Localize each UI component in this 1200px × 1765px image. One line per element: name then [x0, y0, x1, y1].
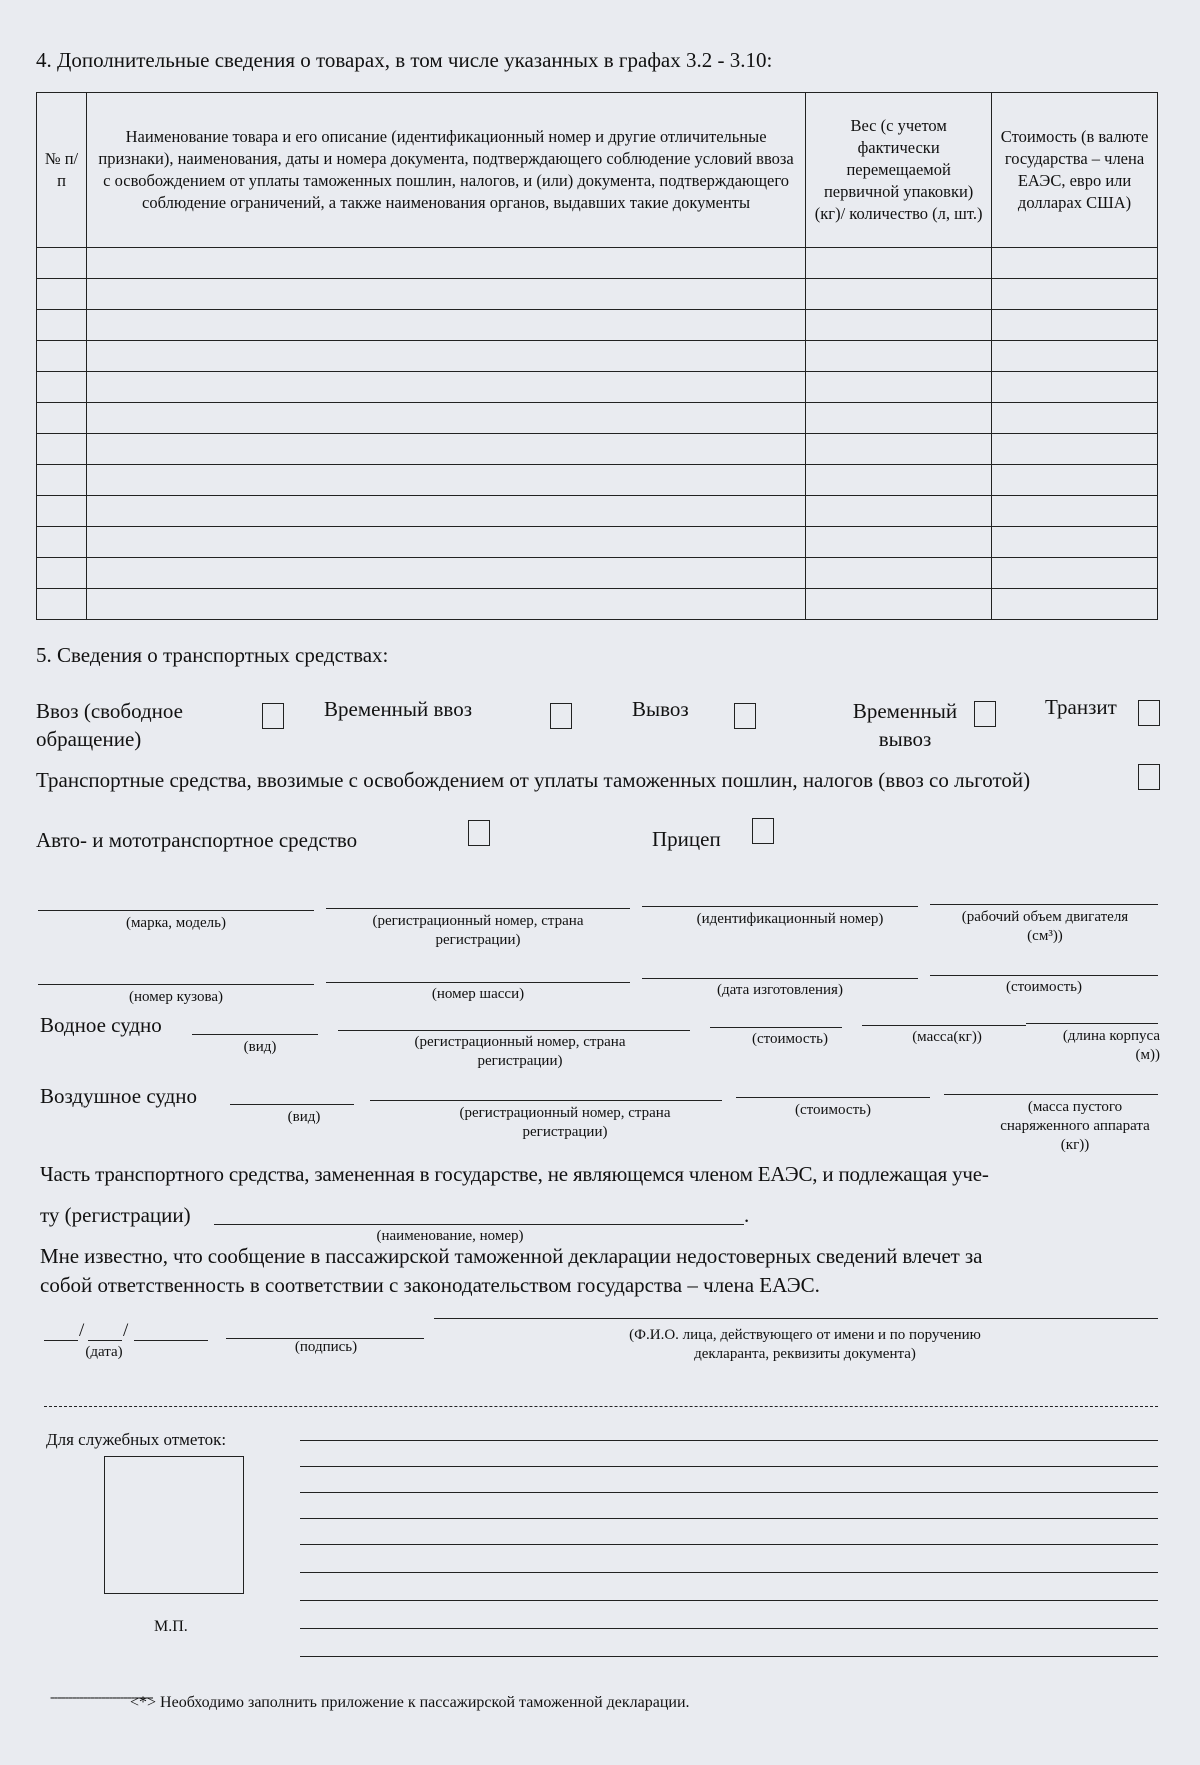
replaced-part-text-1: Часть транспортного средства, замененная в государстве, не являющемся членом ЕАЭС, и подлежащая уче- — [40, 1162, 989, 1186]
air-type-caption: (вид) — [287, 1109, 321, 1125]
trailer-label: Прицеп — [652, 827, 721, 851]
auto-cost-caption: (стоимость) — [1006, 979, 1082, 995]
water-mass-field[interactable] — [862, 1025, 1026, 1026]
trailer-checkbox[interactable] — [752, 818, 774, 844]
reg-number-field[interactable] — [326, 908, 630, 909]
option-export-label: Вывоз — [632, 697, 689, 721]
cell-number[interactable] — [37, 279, 87, 310]
air-reg-caption: (регистрационный номер, страна регистрации) — [459, 1105, 671, 1140]
option-import-free-checkbox[interactable] — [262, 703, 284, 729]
section4-title: 4. Дополнительные сведения о товарах, в том числе указанных в графах 3.2 - 3.10: — [36, 48, 773, 72]
table-row — [37, 372, 1158, 403]
cell-weight[interactable] — [806, 310, 992, 341]
col-weight-header: Вес (с учетом фактически перемещаемой первичной упаковки) (кг)/ количество (л, шт.) — [806, 93, 992, 248]
cell-number[interactable] — [37, 496, 87, 527]
cell-number[interactable] — [37, 527, 87, 558]
water-length-field[interactable] — [1026, 1023, 1158, 1024]
date-caption: (дата) — [85, 1344, 123, 1360]
date-slash-1: / — [79, 1320, 85, 1341]
water-vessel-label: Водное судно — [40, 1013, 162, 1037]
cell-number[interactable] — [37, 589, 87, 620]
service-mark-line[interactable] — [300, 1466, 1158, 1467]
cell-description[interactable] — [86, 434, 805, 465]
vin-field[interactable] — [642, 906, 918, 907]
air-cost-field[interactable] — [736, 1097, 930, 1098]
cell-number[interactable] — [37, 248, 87, 279]
service-mark-line[interactable] — [300, 1440, 1158, 1441]
cell-description[interactable] — [86, 310, 805, 341]
engine-volume-field[interactable] — [930, 904, 1158, 905]
cell-description[interactable] — [86, 279, 805, 310]
option-export-checkbox[interactable] — [734, 703, 756, 729]
option-transit-label: Транзит — [1045, 695, 1117, 719]
cell-cost[interactable] — [992, 310, 1158, 341]
service-mark-line[interactable] — [300, 1518, 1158, 1519]
table-row — [37, 341, 1158, 372]
table-row — [37, 589, 1158, 620]
exempt-label: Транспортные средства, ввозимые с освобождением от уплаты таможенных пошлин, налогов (ввоз со льготой) — [36, 768, 1031, 792]
water-reg-field[interactable] — [338, 1030, 690, 1031]
water-type-caption: (вид) — [243, 1039, 277, 1055]
make-model-field[interactable] — [38, 910, 314, 911]
table-row — [37, 434, 1158, 465]
cell-weight[interactable] — [806, 341, 992, 372]
person-caption: (Ф.И.О. лица, действующего от имени и по поручению декларанта, реквизиты документа) — [629, 1327, 981, 1362]
cell-description[interactable] — [86, 403, 805, 434]
table-row — [37, 403, 1158, 434]
option-transit-checkbox[interactable] — [1138, 700, 1160, 726]
cell-number[interactable] — [37, 465, 87, 496]
cell-cost[interactable] — [992, 372, 1158, 403]
service-mark-line[interactable] — [300, 1544, 1158, 1545]
option-temp-import-checkbox[interactable] — [550, 703, 572, 729]
cell-cost[interactable] — [992, 496, 1158, 527]
service-mark-line[interactable] — [300, 1656, 1158, 1657]
table-row — [37, 248, 1158, 279]
air-type-field[interactable] — [230, 1104, 354, 1105]
cell-description[interactable] — [86, 372, 805, 403]
declaration-text-1: Мне известно, что сообщение в пассажирской таможенной декларации недостоверных сведений влечет за — [40, 1244, 983, 1268]
cell-cost[interactable] — [992, 403, 1158, 434]
air-reg-field[interactable] — [370, 1100, 722, 1101]
cell-number[interactable] — [37, 341, 87, 372]
cell-description[interactable] — [86, 465, 805, 496]
cell-cost[interactable] — [992, 527, 1158, 558]
cell-weight[interactable] — [806, 279, 992, 310]
replaced-part-period: . — [744, 1203, 750, 1227]
cell-weight[interactable] — [806, 434, 992, 465]
service-mark-line[interactable] — [300, 1600, 1158, 1601]
date-year-field[interactable] — [134, 1340, 208, 1341]
cell-cost[interactable] — [992, 589, 1158, 620]
cell-cost[interactable] — [992, 248, 1158, 279]
water-type-field[interactable] — [192, 1034, 318, 1035]
air-mass-field[interactable] — [944, 1094, 1158, 1095]
auto-cost-field[interactable] — [930, 975, 1158, 976]
cell-weight[interactable] — [806, 496, 992, 527]
date-day-field[interactable] — [44, 1340, 78, 1341]
cell-description[interactable] — [86, 496, 805, 527]
mfg-date-caption: (дата изготовления) — [717, 982, 843, 998]
table-row — [37, 310, 1158, 341]
table-row — [37, 279, 1158, 310]
reg-number-caption: (регистрационный номер, страна регистрации) — [372, 913, 584, 948]
cell-cost[interactable] — [992, 279, 1158, 310]
person-field[interactable] — [434, 1318, 1158, 1319]
service-mark-line[interactable] — [300, 1492, 1158, 1493]
cell-weight[interactable] — [806, 558, 992, 589]
footnote-separator: ---------------------------- — [50, 1690, 153, 1705]
water-length-caption: (длина корпуса (м)) — [1062, 1028, 1160, 1063]
date-slash-2: / — [123, 1320, 129, 1341]
cell-cost[interactable] — [992, 341, 1158, 372]
air-cost-caption: (стоимость) — [795, 1102, 871, 1118]
cell-number[interactable] — [37, 403, 87, 434]
date-month-field[interactable] — [88, 1340, 122, 1341]
water-cost-caption: (стоимость) — [752, 1031, 828, 1047]
air-mass-caption: (масса пустого снаряженного аппарата (кг)) — [1000, 1099, 1150, 1153]
exempt-checkbox[interactable] — [1138, 764, 1160, 790]
cell-weight[interactable] — [806, 403, 992, 434]
air-vessel-label: Воздушное судно — [40, 1084, 197, 1108]
goods-table — [36, 92, 1158, 620]
vin-caption: (идентификационный номер) — [696, 911, 884, 927]
cell-weight[interactable] — [806, 527, 992, 558]
table-row — [37, 496, 1158, 527]
service-marks-label: Для служебных отметок: — [46, 1430, 227, 1449]
option-temp-export-checkbox[interactable] — [974, 701, 996, 727]
chassis-number-field[interactable] — [326, 982, 630, 983]
cell-number[interactable] — [37, 372, 87, 403]
auto-label: Авто- и мототранспортное средство — [36, 828, 358, 852]
engine-volume-caption: (рабочий объем двигателя (см³)) — [961, 909, 1129, 944]
cell-number[interactable] — [37, 310, 87, 341]
cell-cost[interactable] — [992, 465, 1158, 496]
cell-number[interactable] — [37, 434, 87, 465]
service-mark-line[interactable] — [300, 1628, 1158, 1629]
table-row — [37, 527, 1158, 558]
option-temp-import-label: Временный ввоз — [324, 697, 472, 721]
cut-line — [44, 1406, 1158, 1407]
cell-description[interactable] — [86, 341, 805, 372]
water-reg-caption: (регистрационный номер, страна регистрации) — [414, 1034, 626, 1069]
make-model-caption: (марка, модель) — [126, 915, 226, 931]
water-cost-field[interactable] — [710, 1027, 842, 1028]
cell-weight[interactable] — [806, 248, 992, 279]
replaced-part-field[interactable] — [214, 1224, 744, 1225]
footnote-text: <*> Необходимо заполнить приложение к пассажирской таможенной декларации. — [130, 1694, 690, 1711]
auto-checkbox[interactable] — [468, 820, 490, 846]
cell-cost[interactable] — [992, 558, 1158, 589]
declaration-text-2: собой ответственность в соответствии с законодательством государства – члена ЕАЭС. — [40, 1273, 820, 1297]
cell-description[interactable] — [86, 248, 805, 279]
cell-description[interactable] — [86, 589, 805, 620]
mfg-date-field[interactable] — [642, 978, 918, 979]
cell-weight[interactable] — [806, 372, 992, 403]
cell-description[interactable] — [86, 558, 805, 589]
service-mark-line[interactable] — [300, 1572, 1158, 1573]
col-number-header: № п/п — [37, 93, 87, 248]
col-description-header: Наименование товара и его описание (идентификационный номер и другие отличительные признаки), наименования, даты и номера документа, подтверждающего соблюдение условий ввоза с освобождением от уплаты таможенных пошлин, налогов, и (или) документа, подтверждающего соблюдение ограничений, а также наименования органов, выдавших такие документы — [86, 93, 805, 248]
cell-cost[interactable] — [992, 434, 1158, 465]
body-number-caption: (номер кузова) — [128, 989, 224, 1005]
table-row — [37, 558, 1158, 589]
replaced-part-text-2: ту (регистрации) — [40, 1203, 191, 1227]
stamp-box — [104, 1456, 244, 1594]
option-temp-export-label: Временный вывоз — [852, 699, 958, 751]
replaced-part-caption: (наименование, номер) — [376, 1228, 524, 1244]
table-row — [37, 465, 1158, 496]
body-number-field[interactable] — [38, 984, 314, 985]
cell-description[interactable] — [86, 527, 805, 558]
col-cost-header: Стоимость (в валюте государства – члена ЕАЭС, евро или долларах США) — [992, 93, 1158, 248]
option-import-free-label: Ввоз (свободное обращение) — [36, 699, 183, 751]
section5-title: 5. Сведения о транспортных средствах: — [36, 643, 389, 667]
stamp-label: М.П. — [154, 1618, 188, 1635]
chassis-number-caption: (номер шасси) — [431, 986, 525, 1002]
cell-weight[interactable] — [806, 589, 992, 620]
cell-weight[interactable] — [806, 465, 992, 496]
signature-caption: (подпись) — [294, 1339, 358, 1355]
water-mass-caption: (масса(кг)) — [912, 1029, 982, 1045]
cell-number[interactable] — [37, 558, 87, 589]
